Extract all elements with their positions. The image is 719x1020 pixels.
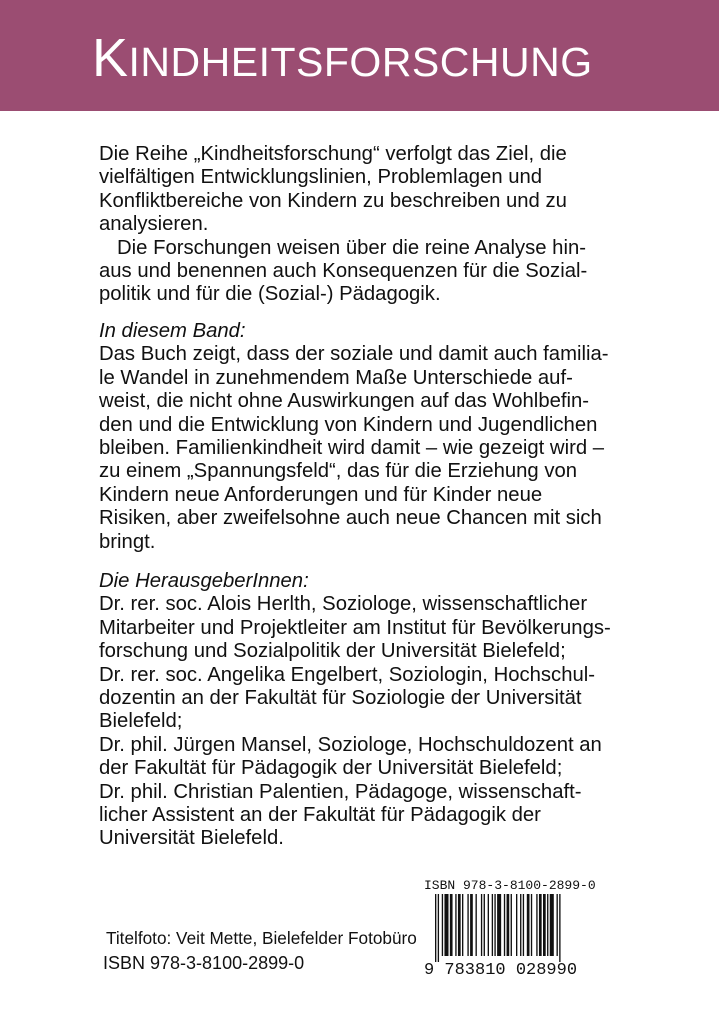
- band-line: Kindern neue Anforderungen und für Kinder neue: [99, 483, 543, 506]
- editor-line: Dr. phil. Jürgen Mansel, Soziologe, Hochschuldozent an: [99, 733, 602, 756]
- band-line: bringt.: [99, 530, 156, 553]
- intro-line: Die Forschungen weisen über die reine Analyse hin-: [117, 236, 586, 259]
- volume-heading: In diesem Band:: [99, 320, 246, 342]
- title-banner: [0, 0, 719, 111]
- band-line: zu einem „Spannungsfeld“, das für die Erziehung von: [99, 460, 578, 483]
- band-line: le Wandel in zunehmendem Maße Unterschiede auf-: [99, 366, 573, 389]
- photo-credit: Titelfoto: Veit Mette, Bielefelder Fotobüro: [106, 928, 417, 948]
- editor-line: der Fakultät für Pädagogik der Universität Bielefeld;: [99, 757, 563, 780]
- band-line: bleiben. Familienkindheit wird damit – wie gezeigt wird –: [99, 437, 605, 460]
- editor-line: Bielefeld;: [99, 710, 183, 733]
- editors-heading: Die HerausgeberInnen:: [99, 570, 309, 592]
- band-line: den und die Entwicklung von Kindern und Jugendlichen: [99, 413, 598, 436]
- band-line: weist, die nicht ohne Auswirkungen auf das Wohlbefin-: [99, 390, 590, 413]
- intro-line: Konfliktbereiche von Kindern zu beschreiben und zu: [99, 189, 567, 212]
- editor-line: Dr. rer. soc. Angelika Engelbert, Soziologin, Hochschul-: [99, 663, 596, 686]
- intro-line: aus und benennen auch Konsequenzen für die Sozial-: [99, 260, 588, 283]
- barcode-isbn-label: ISBN 978-3-8100-2899-0: [424, 878, 596, 893]
- editor-line: Universität Bielefeld.: [99, 827, 284, 850]
- intro-line: vielfältigen Entwicklungslinien, Problemlagen und: [99, 166, 543, 189]
- isbn-text: ISBN 978-3-8100-2899-0: [103, 953, 305, 973]
- volume-description: [99, 320, 659, 554]
- editor-line: dozentin an der Fakultät für Soziologie der Universität: [99, 687, 582, 710]
- series-description: [99, 143, 659, 307]
- editor-line: forschung und Sozialpolitik der Universität Bielefeld;: [99, 640, 566, 663]
- band-line: Das Buch zeigt, dass der soziale und damit auch familia-: [99, 343, 609, 366]
- intro-line: analysieren.: [99, 213, 209, 236]
- intro-line: politik und für die (Sozial-) Pädagogik.: [99, 283, 441, 306]
- editors-section: [99, 570, 659, 851]
- barcode-icon: [435, 894, 607, 962]
- series-title: KINDHEITSFORSCHUNG: [92, 28, 593, 88]
- barcode-block: [420, 874, 618, 984]
- band-line: Risiken, aber zweifelsohne auch neue Chancen mit sich: [99, 507, 602, 530]
- editor-line: Mitarbeiter und Projektleiter am Institut für Bevölkerungs-: [99, 616, 611, 639]
- editor-line: Dr. rer. soc. Alois Herlth, Soziologe, wissenschaftlicher: [99, 593, 588, 616]
- intro-line: Die Reihe „Kindheitsforschung“ verfolgt das Ziel, die: [99, 143, 567, 165]
- editor-line: Dr. phil. Christian Palentien, Pädagoge, wissenschaft-: [99, 780, 582, 803]
- editor-line: licher Assistent an der Fakultät für Pädagogik der: [99, 804, 541, 827]
- barcode-digits: 9 783810 028990: [424, 961, 578, 980]
